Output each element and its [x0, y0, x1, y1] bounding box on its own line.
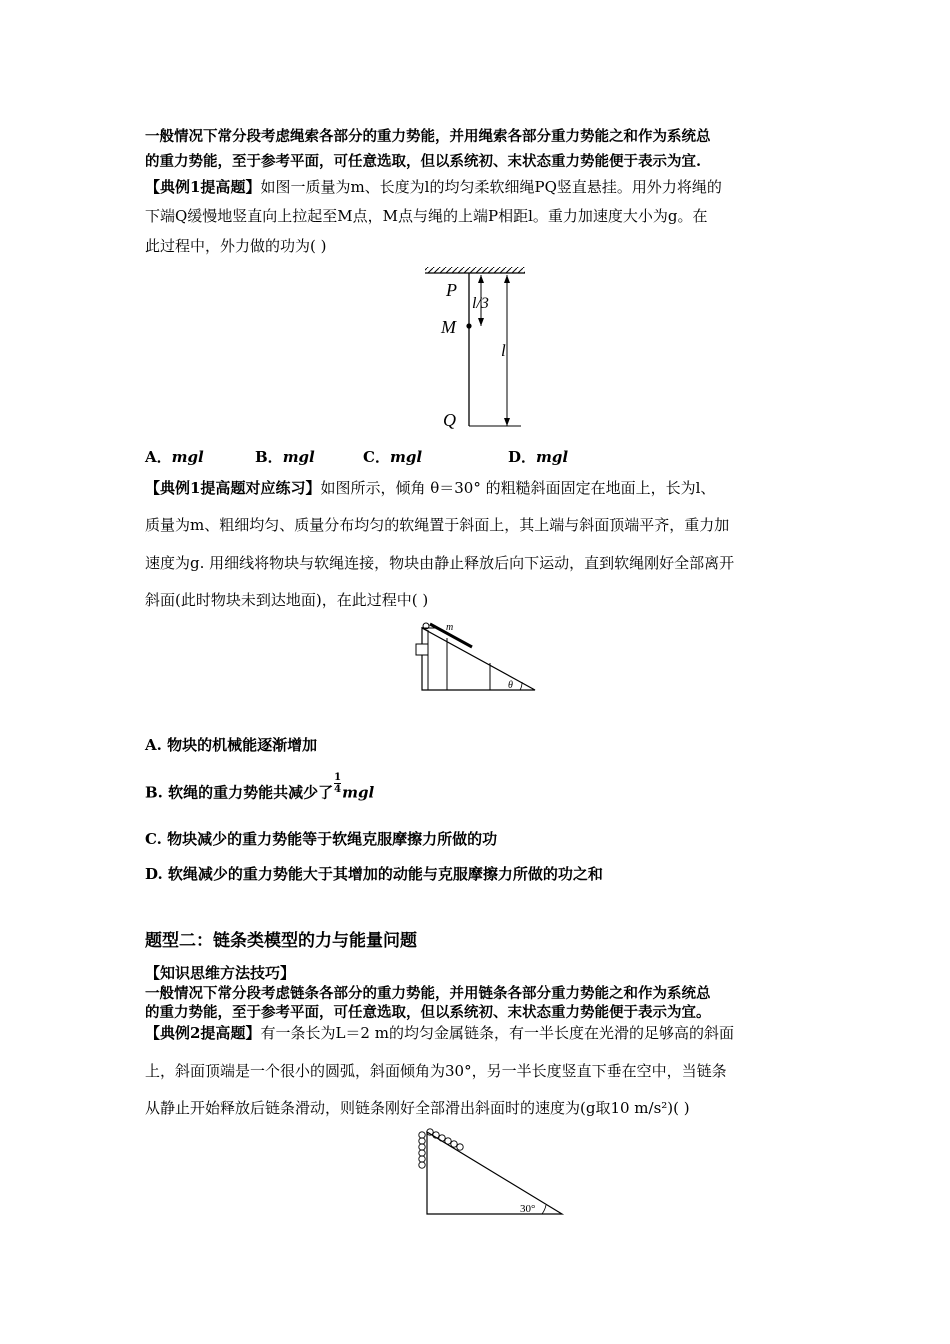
option-b-prefix: B. 软绳的重力势能共减少了	[145, 783, 334, 802]
section2-line-2: 的重力势能，至于参考平面，可任意选取，但以系统初、末状态重力势能便于表示为宜。	[145, 1004, 711, 1021]
example1-option-c[interactable]	[363, 446, 422, 467]
example1-option-d[interactable]	[508, 446, 568, 467]
option-a-letter: A．	[145, 448, 172, 466]
intro-line-2: 的重力势能，至于参考平面，可任意选取，但以系统初、末状态重力势能便于表示为宜.	[145, 153, 702, 170]
practice1-option-c[interactable]: C. 物块减少的重力势能等于软绳克服摩擦力所做的功	[145, 830, 498, 848]
example1-line-3: 此过程中，外力做的功为( )	[145, 237, 327, 255]
option-a-value: mgl	[171, 448, 204, 466]
example2-text-1: 有一条长为L＝2 m的均匀金属链条，有一半长度在光滑的足够高的斜面	[260, 1024, 734, 1042]
label-l3: l/3	[472, 295, 489, 312]
label-Q: Q	[443, 410, 456, 430]
label-theta: θ	[508, 680, 513, 691]
option-b-suffix: mgl	[342, 783, 375, 802]
option-d-value: mgl	[536, 448, 569, 466]
practice1-line-2: 质量为m、粗细均匀、质量分布均匀的软绳置于斜面上，其上端与斜面顶端平齐，重力加	[145, 516, 730, 534]
practice1-text-1: 如图所示，倾角 θ＝30° 的粗糙斜面固定在地面上，长为l、	[320, 479, 716, 497]
angle-arc	[520, 682, 522, 690]
label-P: P	[446, 280, 457, 300]
practice1-option-a[interactable]: A. 物块的机械能逐渐增加	[145, 736, 318, 754]
example1-tag: 【典例1提高题】	[145, 178, 261, 196]
label-m: m	[446, 622, 454, 633]
l3-arrow-up	[478, 275, 484, 283]
option-b-letter: B．	[255, 448, 283, 466]
example2-line-1	[145, 1023, 734, 1043]
incline-rope-figure	[408, 618, 543, 696]
practice1-option-b[interactable]	[145, 772, 375, 805]
label-l: l	[501, 341, 506, 360]
label-M: M	[441, 317, 456, 337]
ceiling-hatch	[425, 267, 525, 273]
l-arrow-up	[504, 275, 510, 283]
point-M	[466, 323, 471, 328]
section2-knowledge-tag: 【知识思维方法技巧】	[145, 964, 296, 982]
label-30-degree: 30°	[520, 1203, 536, 1215]
option-c-value: mgl	[389, 448, 423, 466]
example1-option-b[interactable]	[255, 446, 315, 467]
practice1-line-1	[145, 478, 715, 498]
chain-links-incline	[427, 1129, 463, 1150]
hanging-rope-figure	[415, 262, 535, 434]
option-c-letter: C．	[363, 448, 390, 466]
fraction-denominator: 4	[334, 784, 342, 795]
chain-incline-figure	[410, 1126, 570, 1220]
practice1-tag: 【典例1提高题对应练习】	[145, 479, 321, 497]
example1-option-a[interactable]	[145, 446, 204, 467]
practice1-line-4: 斜面(此时物块未到达地面)，在此过程中( )	[145, 591, 429, 609]
option-d-letter: D．	[508, 448, 537, 466]
example1-line-1	[145, 177, 722, 197]
fraction-numerator: 1	[334, 772, 342, 783]
option-b-fraction	[334, 772, 341, 795]
example2-line-2: 上，斜面顶端是一个很小的圆弧，斜面倾角为30°，另一半长度竖直下垂在空中，当链条	[145, 1062, 727, 1080]
block	[416, 644, 428, 655]
section2-line-1: 一般情况下常分段考虑链条各部分的重力势能，并用链条各部分重力势能之和作为系统总	[145, 985, 711, 1002]
l-arrow-down	[504, 418, 510, 426]
section2-title: 题型二：链条类模型的力与能量问题	[145, 931, 417, 951]
intro-line-1: 一般情况下常分段考虑绳索各部分的重力势能，并用绳索各部分重力势能之和作为系统总	[145, 128, 711, 145]
example2-tag: 【典例2提高题】	[145, 1024, 261, 1042]
example1-text-1: 如图一质量为m、长度为l的均匀柔软细绳PQ竖直悬挂。用外力将绳的	[260, 178, 722, 196]
l3-arrow-down	[478, 318, 484, 326]
practice1-line-3: 速度为g. 用细线将物块与软绳连接，物块由静止释放后向下运动，直到软绳刚好全部离开	[145, 554, 735, 572]
chain-links-vertical	[419, 1132, 425, 1168]
option-b-value: mgl	[282, 448, 315, 466]
practice1-option-d[interactable]: D. 软绳减少的重力势能大于其增加的动能与克服摩擦力所做的功之和	[145, 865, 603, 883]
example2-line-3: 从静止开始释放后链条滑动，则链条刚好全部滑出斜面时的速度为(g取10 m/s²)( )	[145, 1099, 690, 1117]
chain-angle-arc	[542, 1205, 546, 1214]
example1-line-2: 下端Q缓慢地竖直向上拉起至M点，M点与绳的上端P相距l。重力加速度大小为g。在	[145, 207, 708, 225]
incline-outline	[422, 628, 535, 690]
